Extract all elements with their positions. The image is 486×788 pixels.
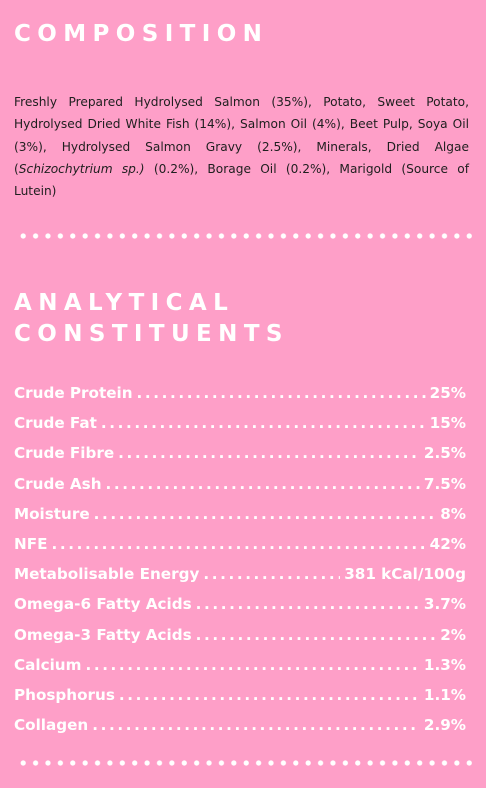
constituent-label: Collagen (14, 716, 89, 735)
composition-text-italic: Schizochytrium sp.) (18, 161, 145, 176)
analytical-constituents-title (14, 288, 289, 350)
dot-leader (118, 444, 420, 462)
analytical-title-line2: CONSTITUENTS (14, 321, 289, 347)
constituent-value: 25% (429, 384, 466, 402)
constituent-label: Crude Fibre (14, 444, 115, 463)
constituent-row (14, 475, 466, 505)
dotted-divider (17, 233, 472, 239)
constituent-label: Crude Fat (14, 414, 97, 433)
dot-leader (101, 414, 426, 432)
constituent-value: 1.1% (423, 685, 466, 704)
constituent-label: Omega-6 Fatty Acids (14, 595, 192, 614)
constituent-value: 15% (429, 414, 466, 433)
constituent-value: 2.9% (423, 716, 466, 735)
dot-leader (196, 626, 437, 644)
dot-leader (137, 384, 426, 402)
constituent-value: 42% (429, 534, 466, 553)
constituent-label: Moisture (14, 504, 90, 523)
constituent-label: Crude Ash (14, 474, 102, 493)
constituent-row (14, 505, 466, 535)
constituent-row (14, 626, 466, 656)
dot-leader (51, 535, 425, 553)
constituent-row (14, 686, 466, 716)
composition-title: COMPOSITION (14, 21, 269, 47)
dotted-divider (17, 760, 472, 766)
constituent-row (14, 444, 466, 474)
constituent-value: 381 kCal/100g (344, 565, 466, 584)
constituent-label: Omega-3 Fatty Acids (14, 625, 192, 644)
constituent-row (14, 565, 466, 595)
constituent-value: 7.5% (423, 474, 466, 493)
constituent-value: 3.7% (423, 595, 466, 614)
dot-leader (106, 475, 420, 493)
constituent-value: 8% (440, 504, 466, 523)
analytical-title-line1: ANALYTICAL (14, 290, 235, 316)
composition-text-end: (0.2%), Borage Oil (0.2%), Marigold (Source of Lutein) (14, 161, 470, 199)
constituent-value: 2% (440, 625, 466, 644)
constituent-row (14, 716, 466, 746)
composition-text (14, 91, 469, 202)
dot-leader (94, 505, 437, 523)
constituent-label: NFE (14, 534, 48, 553)
constituent-row (14, 384, 466, 414)
constituent-row (14, 535, 466, 565)
composition-text-main: Freshly Prepared Hydrolysed Salmon (35%), Potato, Sweet Potato, Hydrolysed Dried White Fish (14%), Salmon Oil (4%), Beet Pulp, Soya Oil (3%), Hydrolysed Salmon Gravy (2.5%), Minerals, Dried Algae ( (14, 95, 469, 176)
constituent-row (14, 595, 466, 625)
constituent-value: 2.5% (423, 444, 466, 463)
dot-leader (196, 595, 420, 613)
constituent-label: Metabolisable Energy (14, 565, 200, 584)
constituents-list (14, 384, 466, 746)
dot-leader (92, 716, 420, 734)
constituent-value: 1.3% (423, 655, 466, 674)
constituent-label: Crude Protein (14, 384, 133, 402)
constituent-label: Calcium (14, 655, 82, 674)
dot-leader (119, 686, 420, 704)
dot-leader (85, 656, 419, 674)
constituent-row (14, 656, 466, 686)
constituent-row (14, 414, 466, 444)
constituent-label: Phosphorus (14, 685, 115, 704)
dot-leader (203, 565, 340, 583)
